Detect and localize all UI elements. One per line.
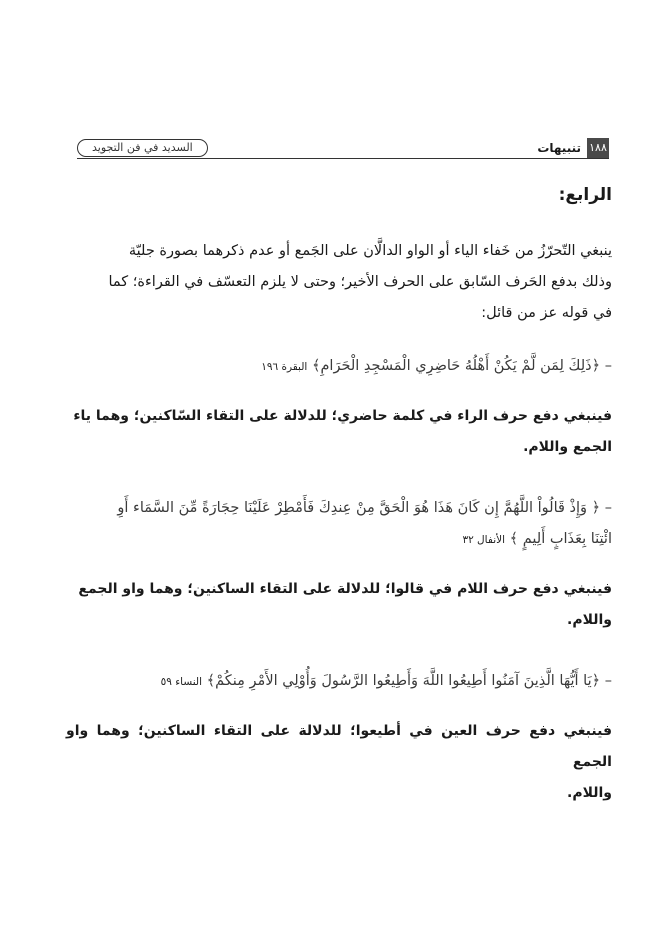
- comment-line: فينبغي دفع حرف اللام في قالوا؛ للدلالة على التقاء الساكنين؛ وهما واو الجمع: [78, 581, 612, 597]
- verse-text: – ﴿ذَلِكَ لِمَن لَّمْ يَكُنْ أَهْلُهُ حَاضِرِي الْمَسْجِدِ الْحَرَامِ﴾: [311, 358, 612, 374]
- running-header: [77, 138, 609, 160]
- example-comment: [66, 574, 612, 636]
- quran-verse: [66, 666, 612, 698]
- page-body: [66, 170, 612, 809]
- verse-reference: البقرة ١٩٦: [261, 361, 308, 373]
- comment-line: فينبغي دفع حرف العين في أطيعوا؛ للدلالة على التقاء الساكنين؛ وهما واو الجمع: [66, 723, 612, 770]
- quran-verse: [66, 493, 612, 556]
- intro-line: ينبغي التّحرّزُ من خَفاء الياء أو الواو الدالَّان على الجَمع أو عدم ذكرهما بصورة جليّة: [128, 243, 612, 259]
- verse-reference: الأنفال ٣٢: [462, 534, 506, 546]
- intro-line: في قوله عز من قائل:: [481, 305, 612, 321]
- comment-line: الجمع واللام.: [523, 439, 612, 455]
- intro-paragraph: [66, 236, 612, 329]
- book-title: السديد في فن التجويد: [77, 139, 208, 157]
- comment-line: فينبغي دفع حرف الراء في كلمة حاضري؛ للدلالة على التقاء السّاكنين؛ وهما ياء: [73, 408, 612, 424]
- example-2: [66, 493, 612, 636]
- example-comment: [66, 401, 612, 463]
- verse-text: – ﴿يَا أَيُّهَا الَّذِينَ آمَنُوا أَطِيعُوا اللَّهَ وَأَطِيعُوا الرَّسُولَ وَأُوْلِي الأَمْرِ مِنكُمْ﴾: [206, 673, 612, 689]
- intro-line: وذلك بدفع الحَرف السّابق على الحرف الأخير؛ وحتى لا يلزم التعسّف في القراءة؛ كما: [108, 274, 612, 290]
- example-1: [66, 351, 612, 463]
- example-3: [66, 666, 612, 809]
- verse-text: ائْتِنَا بِعَذَابٍ أَلِيمٍ ﴾: [509, 531, 612, 547]
- verse-reference: النساء ٥٩: [160, 676, 203, 688]
- header-rule: [77, 158, 609, 159]
- section-heading: الرابع:: [558, 185, 612, 205]
- chapter-title: تنبيهات: [537, 141, 581, 155]
- quran-verse: [66, 351, 612, 383]
- example-comment: [66, 716, 612, 809]
- verse-text: – ﴿ وَإِذْ قَالُواْ اللَّهُمَّ إِن كَانَ هَذَا هُوَ الْحَقَّ مِنْ عِندِكَ فَأَمْطِرْ عَلَيْنَا حِجَارَةً مِّنَ السَّمَاء أَوِ: [117, 500, 612, 516]
- comment-line: واللام.: [567, 785, 612, 801]
- page-number: ١٨٨: [587, 138, 609, 158]
- comment-line: واللام.: [567, 612, 612, 628]
